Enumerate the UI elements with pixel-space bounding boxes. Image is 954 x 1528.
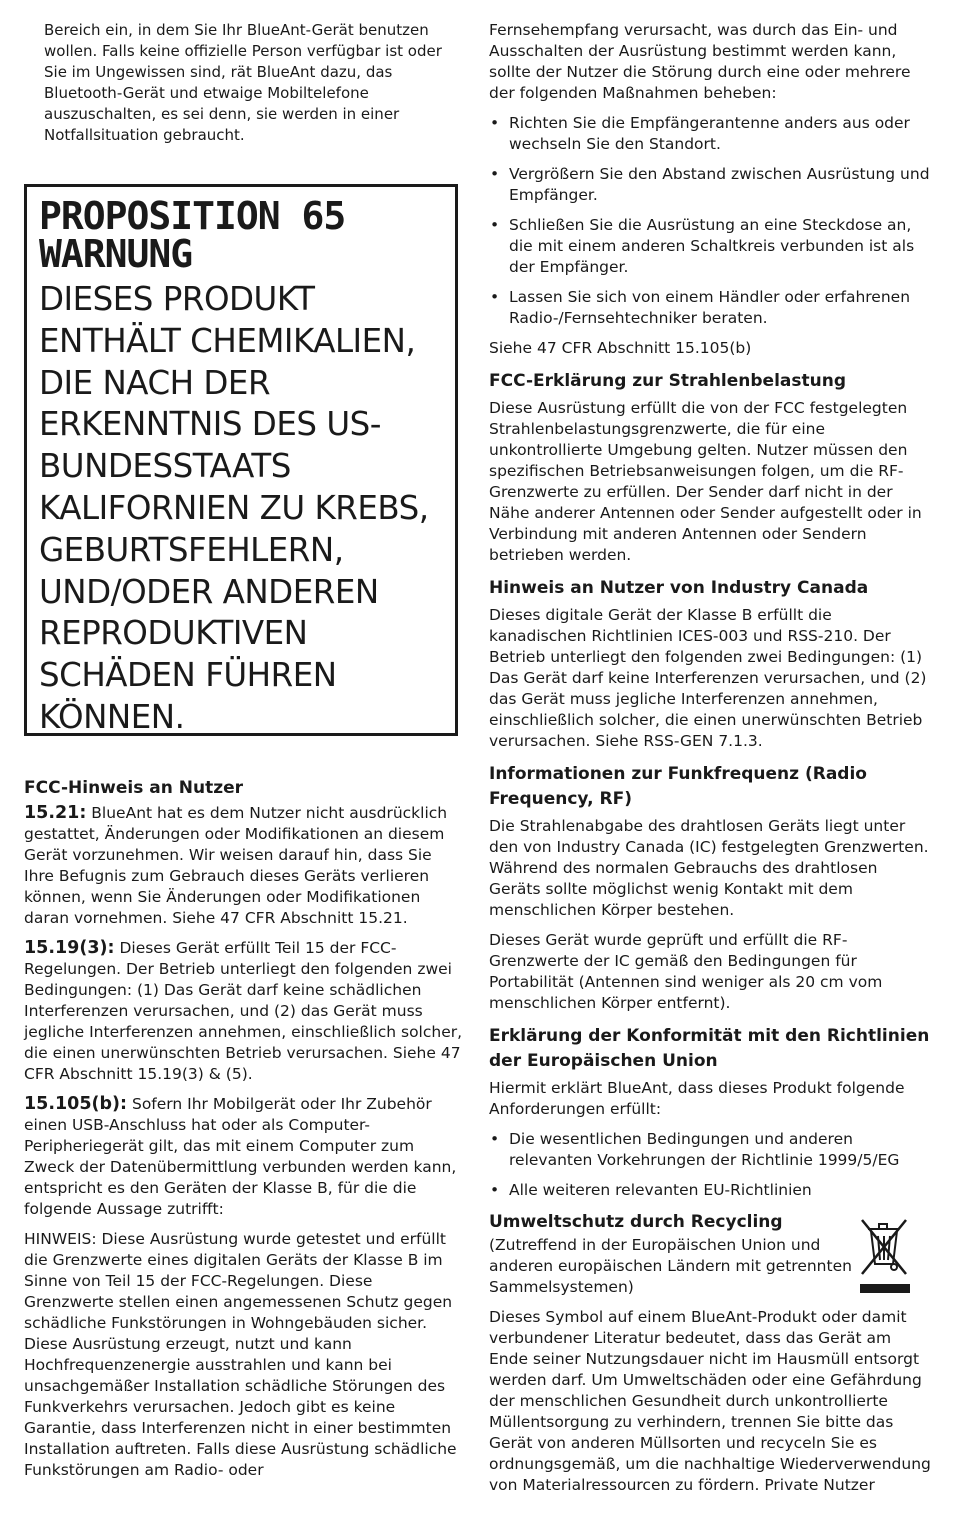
industry-canada-heading: Hinweis an Nutzer von Industry Canada (489, 578, 869, 598)
fcc-text-15-105: Sofern Ihr Mobilgerät oder Ihr Zubehör einen USB-Anschluss hat oder als Computer-Peripheriegerät gilt, das mit einem Computer zum Zweck der Datenübermittlung verbunden werden kann, entspricht es den Geräten der Klasse B, für die die folgende Aussage zutrifft: (24, 1095, 457, 1218)
intro-paragraph: Bereich ein, in dem Sie Ihr BlueAnt-Gerät benutzen wollen. Falls keine offizielle Person verfügbar ist oder Sie im Ungewissen sind, rät BlueAnt dazu, das Bluetooth-Gerät und etwaige Mobiltelefone auszuschalten, es sei denn, sie werden in einer Notfallsituation gebraucht. (44, 21, 442, 144)
eu-paragraph: Hiermit erklärt BlueAnt, dass dieses Produkt folgende Anforderungen erfüllt: (489, 1079, 905, 1118)
fcc-section (24, 776, 466, 1481)
proposition-65-warning-box (24, 184, 458, 736)
fcc-paragraph-15-21 (24, 803, 466, 929)
fcc-label-15-19: 15.19(3): (24, 938, 115, 958)
radiation-paragraph: Diese Ausrüstung erfüllt die von der FCC festgelegten Strahlenbelastungsgrenzwerte, die für eine unkontrollierte Umgebung gelten. Nutzer müssen den spezifischen Betriebsanweisungen folgen, um die RF-Grenzwerte zu erfüllen. Der Sender darf nicht in der Nähe anderer Antennen oder Sender aufgestellt oder in Verbindung mit anderen Antennen oder Sendern betrieben werden. (489, 399, 922, 564)
weee-crossed-bin-icon (856, 1216, 914, 1294)
fcc-text-15-21: BlueAnt hat es dem Nutzer nicht ausdrücklich gestattet, Änderungen oder Modifikationen an diesem Gerät vorzunehmen. Wir weisen darauf hin, dass Sie Ihre Befugnis zum Gebrauch dieses Geräts verlieren können, wenn Sie Änderungen oder Modifikationen daran vornehmen. Siehe 47 CFR Abschnitt 15.21. (24, 804, 448, 927)
warning-title: PROPOSITION 65 WARNUNG (39, 194, 346, 276)
fcc-label-15-105: 15.105(b): (24, 1094, 128, 1114)
fcc-paragraph-15-19 (24, 938, 466, 1085)
fcc-heading: FCC-Hinweis an Nutzer (24, 778, 244, 798)
rf-paragraph-2: Dieses Gerät wurde geprüft und erfüllt die RF-Grenzwerte der IC gemäß den Bedingungen für Portabilität (Antennen sind weniger als 20 cm vom menschlichen Körper entfernt). (489, 931, 883, 1012)
fcc-label-15-21: 15.21: (24, 803, 87, 823)
list-item: • Schließen Sie die Ausrüstung an eine Steckdose an, die mit einem anderen Schaltkreis verbunden ist als der Empfänger. (490, 216, 915, 276)
eu-list (489, 1129, 931, 1201)
radiation-heading: FCC-Erklärung zur Strahlenbelastung (489, 371, 846, 391)
rf-paragraph-1: Die Strahlenabgabe des drahtlosen Geräts liegt unter den von Industry Canada (IC) festgelegten Grenzwerten. Während des normalen Gebrauchs des drahtlosen Geräts sollte möglichst wenig Kontakt mit dem menschlichen Körper bestehen. (489, 817, 929, 919)
list-item: • Lassen Sie sich von einem Händler oder erfahrenen Radio-/Fernsehtechniker beraten. (490, 288, 911, 327)
warning-text: DIESES PRODUKT ENTHÄLT CHEMIKALIEN, DIE NACH DER ERKENNTNIS DES US-BUNDESSTAATS KALIFORNIEN ZU KREBS, GEBURTSFEHLERN, UND/ODER ANDEREN REPRODUKTIVEN SCHÄDEN FÜHREN KÖNNEN. (39, 280, 429, 736)
industry-canada-paragraph: Dieses digitale Gerät der Klasse B erfüllt die kanadischen Richtlinien ICES-003 und RSS-210. Der Betrieb unterliegt den folgenden zwei Bedingungen: (1) Das Gerät darf keine Interferenzen verursachen, und (2) das Gerät muss jegliche Interferenzen annehmen, einschließlich solcher, die einen unerwünschten Betrieb verursachen. Siehe RSS-GEN 7.1.3. (489, 606, 927, 750)
list-item: • Richten Sie die Empfängerantenne anders aus oder wechseln Sie den Standort. (490, 114, 910, 153)
fcc-note-paragraph: HINWEIS: Diese Ausrüstung wurde getestet und erfüllt die Grenzwerte eines digitalen Geräts der Klasse B im Sinne von Teil 15 der FCC-Regelungen. Diese Grenzwerte stellen einen angemessenen Schutz gegen schädliche Funkstörungen in Wohngebäuden sicher. Diese Ausrüstung erzeugt, nutzt und kann Hochfrequenzenergie ausstrahlen und kann bei unsachgemäßer Installation schädliche Störungen des Funkverkehrs verursachen. Jedoch gibt es keine Garantie, dass Interferenzen nicht in einer bestimmten Installation auftreten. Falls diese Ausrüstung schädliche Funkstörungen am Radio- oder (24, 1230, 457, 1479)
list-item: • Vergrößern Sie den Abstand zwischen Ausrüstung und Empfänger. (490, 165, 930, 204)
rf-heading: Informationen zur Funkfrequenz (Radio Frequency, RF) (489, 764, 867, 809)
continued-paragraph: Fernsehempfang verursacht, was durch das Ein- und Ausschalten der Ausrüstung bestimmt werden kann, sollte der Nutzer die Störung durch eine oder mehrere der folgenden Maßnahmen beheben: (489, 21, 911, 102)
recycling-paragraph: Dieses Symbol auf einem BlueAnt-Produkt oder damit verbundener Literatur bedeutet, dass das Gerät am Ende seiner Nutzungsdauer nicht im Hausmüll entsorgt werden darf. Um Umweltschäden oder eine Gefährdung der menschlichen Gesundheit durch unkontrollierte Müllentsorgung zu verhindern, trennen Sie bitte das Gerät von anderen Müllsorten und recyceln Sie es ordnungsgemäß, um die nachhaltige Wiederverwendung von Materialressourcen zu fördern. Private Nutzer (489, 1308, 931, 1494)
recycling-subtext: (Zutreffend in der Europäischen Union und anderen europäischen Ländern mit getrennten Sammelsystemen) (489, 1236, 852, 1296)
eu-heading: Erklärung der Konformität mit den Richtlinien der Europäischen Union (489, 1026, 930, 1071)
recycling-heading: Umweltschutz durch Recycling (489, 1212, 783, 1232)
fcc-text-15-19: Dieses Gerät erfüllt Teil 15 der FCC-Regelungen. Der Betrieb unterliegt den folgenden zwei Bedingungen: (1) Das Gerät darf keine schädlichen Interferenzen verursachen, und (2) das Gerät muss jegliche Interferenzen annehmen, einschließlich solcher, die einen unerwünschten Betrieb verursachen. Siehe 47 CFR Abschnitt 15.19(3) & (5). (24, 939, 463, 1083)
reference-15-105: Siehe 47 CFR Abschnitt 15.105(b) (489, 339, 752, 357)
fcc-paragraph-15-105 (24, 1094, 466, 1220)
list-item: • Die wesentlichen Bedingungen und anderen relevanten Vorkehrungen der Richtlinie 1999/5/EG (490, 1130, 900, 1169)
list-item: • Alle weiteren relevanten EU-Richtlinien (490, 1181, 812, 1199)
measures-list (489, 113, 931, 329)
